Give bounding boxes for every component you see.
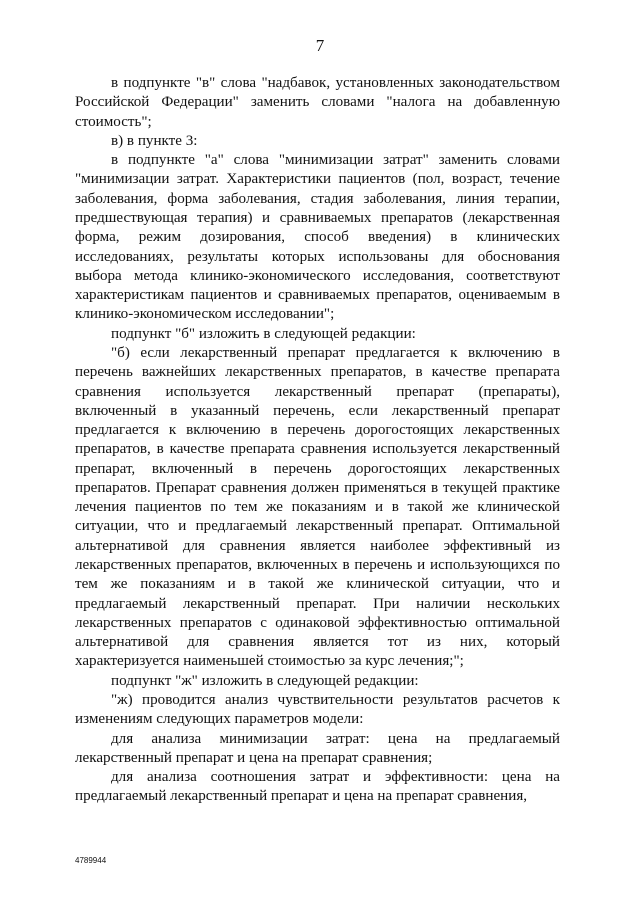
paragraph: в) в пункте 3: xyxy=(111,132,198,149)
document-code: 4789944 xyxy=(75,856,107,865)
paragraph: в подпункте "в" слова "надбавок, установленных законодательством Российской Федерации" заменить словами "налога на добавленную стоимость"; xyxy=(75,75,560,130)
paragraph: "б) если лекарственный препарат предлагается к включению в перечень важнейших лекарственных препаратов, в качестве препарата сравнения используется лекарственный препарат (препараты), включенный в указанный перечень, если лекарственный препарат предлагается к включению в перечень дорогостоящих лекарственных препаратов, в качестве препарата сравнения используется лекарственный препарат, включенный в перечень дорогостоящих лекарственных препаратов. Препарат сравнения должен применяться в текущей практике лечения пациентов по тем же показаниям и в такой же клинической ситуации, что и предлагаемый лекарственный препарат. Оптимальной альтернативой для сравнения является наиболее эффективный из лекарственных препаратов, включенных в перечень и использующихся по тем же показаниям и в такой же клинической ситуации, что и предлагаемый лекарственный препарат. При наличии нескольких лекарственных препаратов с одинаковой эффективностью оптимальной альтернативой для сравнения является тот из них, который характеризуется наименьшей стоимостью за курс лечения;"; xyxy=(75,344,560,670)
page-number: 7 xyxy=(315,36,325,55)
document-body xyxy=(75,74,560,807)
paragraph: для анализа минимизации затрат: цена на предлагаемый лекарственный препарат и цена на препарат сравнения; xyxy=(75,730,560,766)
paragraph: для анализа соотношения затрат и эффективности: цена на предлагаемый лекарственный препарат и цена на препарат сравнения, xyxy=(75,769,560,805)
paragraph: подпункт "ж" изложить в следующей редакции: xyxy=(111,672,419,689)
paragraph: в подпункте "а" слова "минимизации затрат" заменить словами "минимизации затрат. Характеристики пациентов (пол, возраст, течение заболевания, форма заболевания, стадия заболевания, линия терапии, предшествующая терапия) и сравниваемых препаратов (лекарственная форма, режим дозирования, способ введения) в клинических исследованиях, результаты которых использованы для обоснования выбора метода клинико-экономического исследования, соответствуют характеристикам пациентов и сравниваемых препаратов, оцениваемым в клинико-экономическом исследовании"; xyxy=(75,152,560,323)
paragraph: "ж) проводится анализ чувствительности результатов расчетов к изменениям следующих параметров модели: xyxy=(75,692,560,728)
paragraph: подпункт "б" изложить в следующей редакции: xyxy=(111,325,416,342)
